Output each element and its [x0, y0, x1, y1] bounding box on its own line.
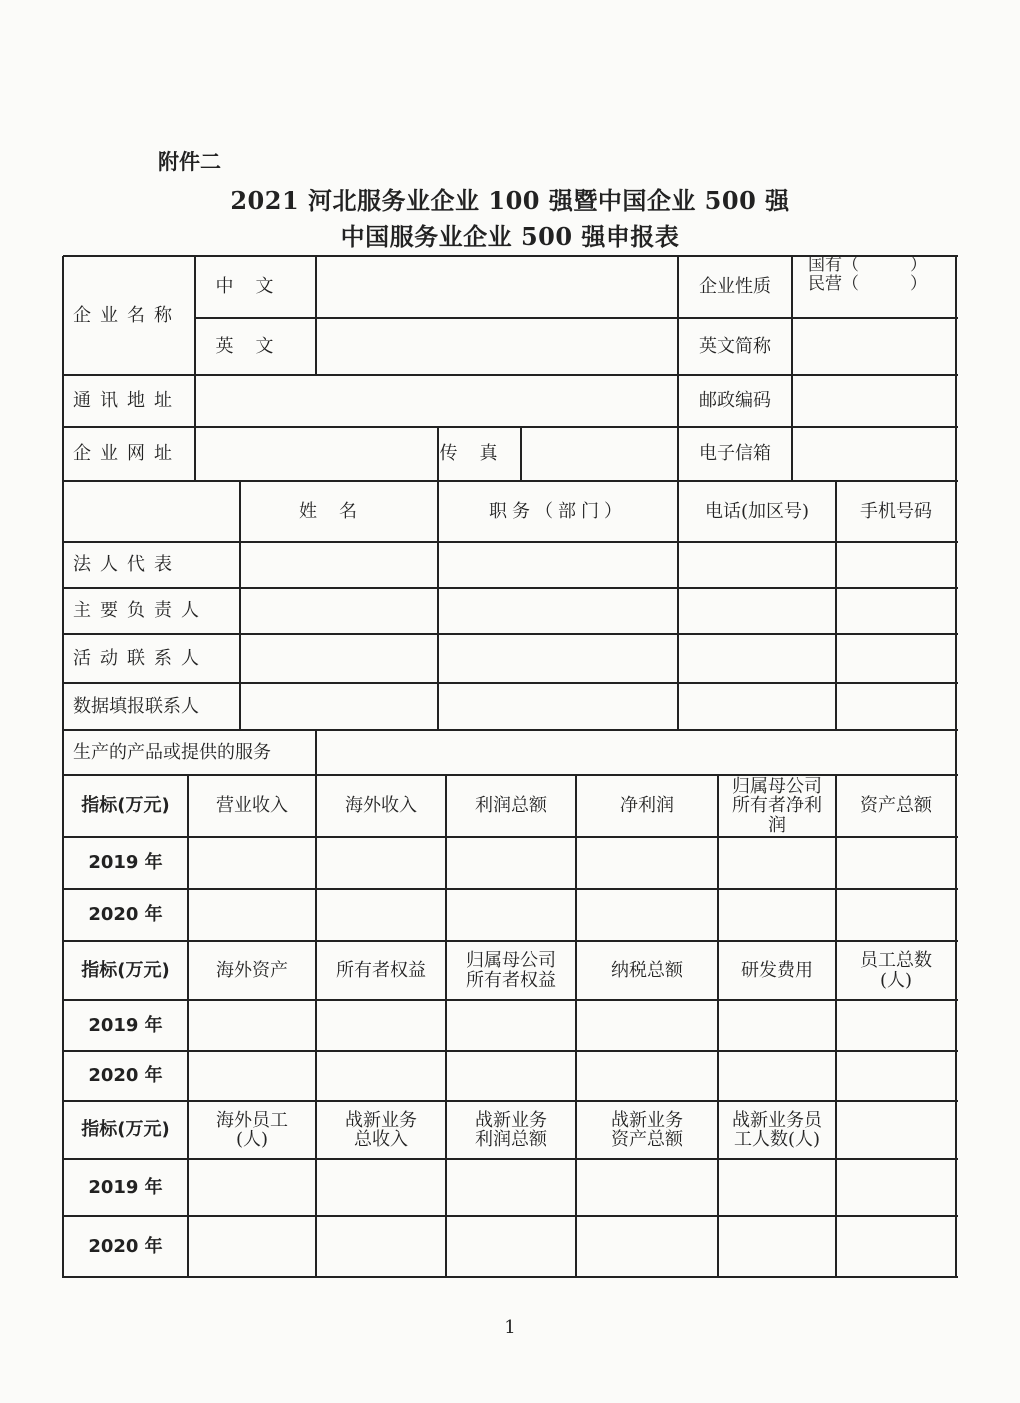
indicator-value-field[interactable]: [316, 1159, 446, 1216]
indicator-value-field[interactable]: [836, 837, 956, 889]
indicator-value-field[interactable]: [188, 1159, 316, 1216]
indicator-value-field[interactable]: [836, 1000, 956, 1051]
indicator-value-field[interactable]: [316, 1000, 446, 1051]
contact-header-3: 手机号码: [860, 500, 932, 522]
indicator-header: 归属母公司 所有者净利 润: [732, 775, 822, 836]
indicator-value-field[interactable]: [718, 889, 836, 941]
contact-input[interactable]: [836, 542, 956, 588]
contact-input[interactable]: [678, 588, 836, 634]
email-field[interactable]: [792, 427, 956, 481]
indicator-header: 战新业务 资产总额: [611, 1109, 683, 1150]
chinese-label: 中文: [215, 276, 296, 298]
fax-field[interactable]: [521, 427, 678, 481]
indicator-value-field[interactable]: [446, 1159, 576, 1216]
company-name-label: 企业名称: [73, 304, 181, 326]
indicator-header: 海外收入: [345, 795, 417, 817]
contact-header-2: 电话(加区号): [704, 500, 810, 522]
indicator-value-field[interactable]: [316, 837, 446, 889]
indicator-value-field[interactable]: [718, 837, 836, 889]
indicator-value-field[interactable]: [446, 1000, 576, 1051]
indicator-value-field[interactable]: [576, 837, 718, 889]
indicator-header: 资产总额: [860, 795, 932, 817]
indicator-header: 营业收入: [216, 795, 288, 817]
address-label: 通讯地址: [73, 390, 181, 412]
attachment-label: 附件二: [158, 150, 221, 174]
contact-input[interactable]: [678, 683, 836, 730]
private-option[interactable]: 民营（ ）: [808, 273, 927, 294]
indicator-header: 海外资产: [216, 959, 288, 981]
indicator-header: 员工总数 (人): [860, 950, 932, 991]
english-abbr-label: 英文简称: [699, 335, 771, 357]
indicator-value-field[interactable]: [316, 1216, 446, 1277]
indicator-value-field[interactable]: [446, 1051, 576, 1101]
year-label: 2020 年: [88, 1235, 163, 1257]
indicator-value-field[interactable]: [188, 1000, 316, 1051]
contact-input[interactable]: [438, 542, 678, 588]
contact-row-label: 主要负责人: [73, 600, 208, 622]
indicator-label: 指标(万元): [81, 795, 170, 817]
postcode-field[interactable]: [792, 375, 956, 427]
year-label: 2019 年: [88, 852, 163, 874]
indicator-header: 研发费用: [741, 959, 813, 981]
postcode-label: 邮政编码: [699, 390, 771, 412]
contact-input[interactable]: [678, 542, 836, 588]
indicator-value-field[interactable]: [836, 1159, 956, 1216]
indicator-value-field[interactable]: [718, 1000, 836, 1051]
form-title: 2021 河北服务业企业 100 强暨中国企业 500 强: [230, 186, 790, 215]
contact-header-1: 职务（部门）: [489, 500, 627, 522]
indicator-header: 净利润: [620, 795, 674, 817]
indicator-value-field[interactable]: [718, 1051, 836, 1101]
indicator-value-field[interactable]: [718, 1159, 836, 1216]
english-name-field[interactable]: [316, 318, 678, 375]
year-label: 2020 年: [88, 904, 163, 926]
indicator-value-field[interactable]: [188, 837, 316, 889]
website-field[interactable]: [195, 427, 438, 481]
indicator-value-field[interactable]: [188, 889, 316, 941]
email-label: 电子信箱: [699, 443, 771, 465]
year-label: 2019 年: [88, 1014, 163, 1036]
contact-input[interactable]: [438, 634, 678, 683]
contact-row-label: 活动联系人: [73, 647, 208, 669]
indicator-label: 指标(万元): [81, 1119, 170, 1141]
contact-input[interactable]: [240, 542, 438, 588]
website-label: 企业网址: [73, 443, 181, 465]
indicator-value-field[interactable]: [188, 1051, 316, 1101]
indicator-value-field[interactable]: [316, 1051, 446, 1101]
contact-input[interactable]: [836, 683, 956, 730]
indicator-header: 海外员工 (人): [216, 1109, 288, 1150]
indicator-value-field[interactable]: [576, 1216, 718, 1277]
ownership-options: [792, 256, 972, 318]
contact-input[interactable]: [438, 683, 678, 730]
products-field[interactable]: [316, 730, 956, 775]
state-owned-option[interactable]: 国有（ ）: [808, 255, 927, 275]
indicator-header: 战新业务 总收入: [345, 1109, 417, 1150]
indicator-value-field[interactable]: [576, 1051, 718, 1101]
address-field[interactable]: [195, 375, 678, 427]
indicator-value-field[interactable]: [576, 889, 718, 941]
indicator-value-field[interactable]: [188, 1216, 316, 1277]
indicator-header: 战新业务员 工人数(人): [732, 1109, 822, 1150]
indicator-header: 战新业务 利润总额: [475, 1109, 547, 1150]
contact-input[interactable]: [240, 634, 438, 683]
indicator-value-field[interactable]: [576, 1000, 718, 1051]
table-rule: [63, 1276, 958, 1278]
contact-header-0: 姓名: [299, 500, 379, 522]
indicator-header: 所有者权益: [336, 959, 426, 981]
contact-row-label: 数据填报联系人: [73, 695, 199, 717]
contact-input[interactable]: [240, 683, 438, 730]
indicator-value-field[interactable]: [836, 1051, 956, 1101]
form-subtitle: 中国服务业企业 500 强申报表: [340, 222, 680, 251]
contact-input[interactable]: [836, 588, 956, 634]
english-label: 英文: [215, 335, 296, 357]
indicator-header: 归属母公司 所有者权益: [466, 950, 556, 991]
year-label: 2020 年: [88, 1065, 163, 1087]
indicator-header: 纳税总额: [611, 959, 683, 981]
indicator-value-field[interactable]: [316, 889, 446, 941]
indicator-value-field[interactable]: [446, 837, 576, 889]
contact-input[interactable]: [240, 588, 438, 634]
indicator-label: 指标(万元): [81, 959, 170, 981]
chinese-name-field[interactable]: [316, 256, 678, 318]
year-label: 2019 年: [88, 1176, 163, 1198]
products-label: 生产的产品或提供的服务: [73, 741, 271, 763]
indicator-value-field[interactable]: [836, 1216, 956, 1277]
page-number: 1: [504, 1317, 516, 1338]
indicator-value-field[interactable]: [446, 889, 576, 941]
english-abbr-field[interactable]: [792, 318, 956, 375]
indicator-value-field[interactable]: [446, 1216, 576, 1277]
indicator-value-field[interactable]: [718, 1216, 836, 1277]
fax-label: 传真: [439, 443, 520, 465]
contact-input[interactable]: [678, 634, 836, 683]
indicator-header: 利润总额: [475, 795, 547, 817]
contact-input[interactable]: [836, 634, 956, 683]
empty-header-cell[interactable]: [836, 1101, 956, 1159]
company-nature-label: 企业性质: [699, 276, 771, 298]
contact-input[interactable]: [438, 588, 678, 634]
indicator-value-field[interactable]: [836, 889, 956, 941]
contact-row-label: 法人代表: [73, 554, 181, 576]
indicator-value-field[interactable]: [576, 1159, 718, 1216]
